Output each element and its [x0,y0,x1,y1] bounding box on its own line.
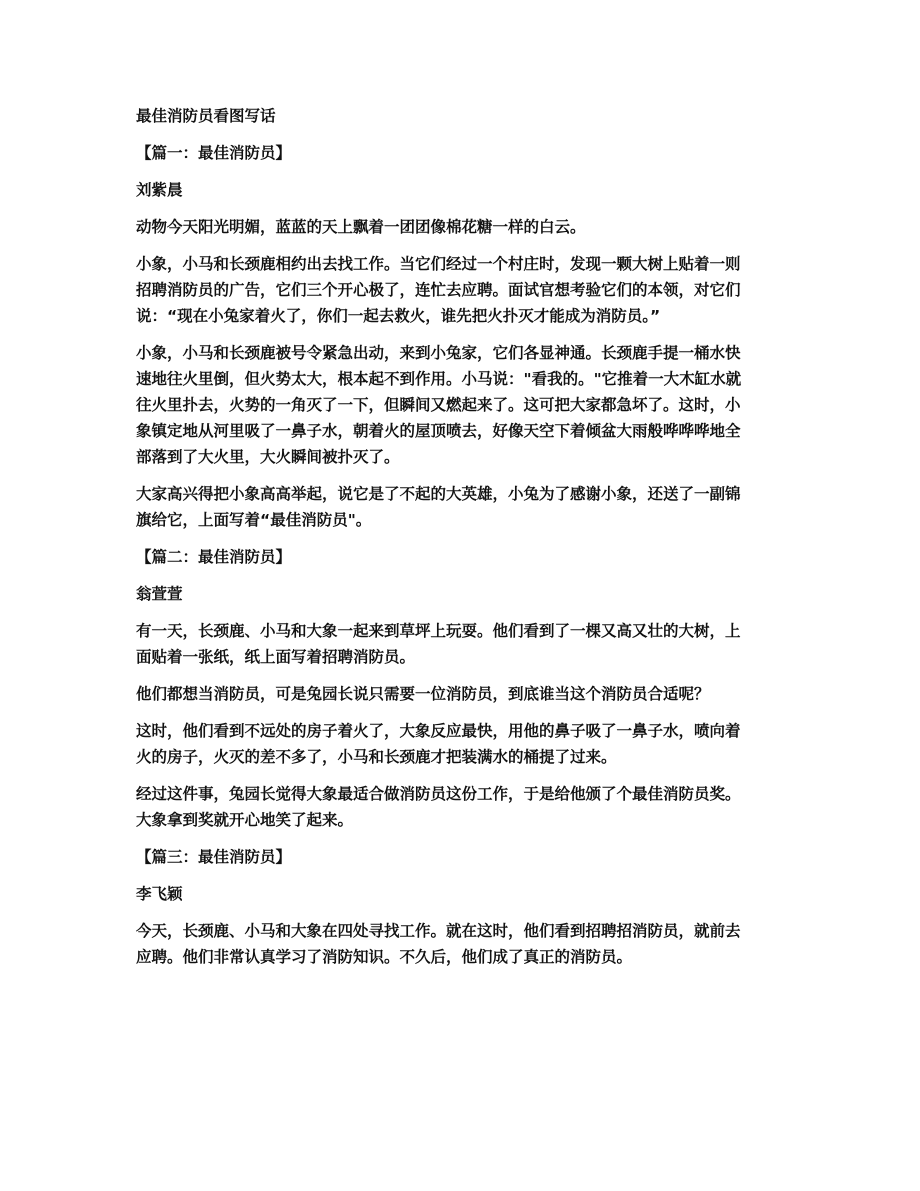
section-heading: 【篇一：最佳消防员】 [136,144,292,162]
paragraph-line: 经过这件事，兔园长觉得大象最适合做消防员这份工作，于是给他颁了个最佳消防员奖。 [136,785,741,803]
paragraph-line: 部落到了大火里，大火瞬间被扑灭了。 [136,448,400,466]
paragraph-line: 面贴着一张纸，纸上面写着招聘消防员。 [136,648,416,666]
paragraph-line: 动物今天阳光明媚，蓝蓝的天上飘着一团团像棉花糖一样的白云。 [136,218,586,236]
author-name: 翁萱萱 [136,585,183,603]
section-heading: 【篇三：最佳消防员】 [136,848,292,866]
paragraph-line: 应聘。他们非常认真学习了消防知识。不久后，他们成了真正的消防员。 [136,948,633,966]
document-page [136,103,786,981]
paragraph-line: 他们都想当消防员，可是兔园长说只需要一位消防员，到底谁当这个消防员合适呢？ [136,685,710,703]
paragraph-line: 速地往火里倒，但火势太大，根本起不到作用。小马说："看我的。"它推着一大木缸水就 [136,370,742,388]
paragraph-line: 往火里扑去，火势的一角灭了一下，但瞬间又燃起来了。这可把大家都急坏了。这时，小 [136,396,741,414]
paragraph-line: 招聘消防员的广告，它们三个开心极了，连忙去应聘。面试官想考验它们的本领，对它们 [136,281,741,299]
paragraph-line: 这时，他们看到不远处的房子着火了，大象反应最快，用他的鼻子吸了一鼻子水，喷向着 [136,722,741,740]
paragraph-line: 象镇定地从河里吸了一鼻子水，朝着火的屋顶喷去，好像天空下着倾盆大雨般哗哗哗地全 [136,422,741,440]
paragraph [136,481,786,533]
section [136,544,786,833]
paragraph-line: 火的房子，火灭的差不多了，小马和长颈鹿才把装满水的桶提了过来。 [136,748,617,766]
paragraph [136,681,786,707]
paragraph-line: 小象，小马和长颈鹿被号令紧急出动，来到小兔家，它们各显神通。长颈鹿手提一桶水快 [136,344,741,362]
paragraph-line: 旗给它，上面写着“最佳消防员"。 [136,511,372,529]
paragraph [136,618,786,670]
document-title: 最佳消防员看图写话 [136,107,276,125]
paragraph [136,718,786,770]
paragraph [136,781,786,833]
paragraph [136,340,786,470]
paragraph-line: 小象，小马和长颈鹿相约出去找工作。当它们经过一个村庄时，发现一颗大树上贴着一则 [136,255,741,273]
section-heading: 【篇二：最佳消防员】 [136,548,292,566]
author-name: 李飞颖 [136,885,183,903]
section [136,140,786,533]
paragraph-line: 今天，长颈鹿、小马和大象在四处寻找工作。就在这时，他们看到招聘招消防员，就前去 [136,922,741,940]
author-name: 刘紫晨 [136,181,183,199]
paragraph [136,251,786,329]
paragraph-line: 说：“现在小兔家着火了，你们一起去救火，谁先把火扑灭才能成为消防员。” [136,307,661,325]
paragraph-line: 大家高兴得把小象高高举起，说它是了不起的大英雄，小兔为了感谢小象，还送了一副锦 [136,485,741,503]
section [136,844,786,970]
paragraph [136,214,786,240]
paragraph [136,918,786,970]
paragraph-line: 大象拿到奖就开心地笑了起来。 [136,811,354,829]
paragraph-line: 有一天，长颈鹿、小马和大象一起来到草坪上玩耍。他们看到了一棵又高又壮的大树，上 [136,622,741,640]
